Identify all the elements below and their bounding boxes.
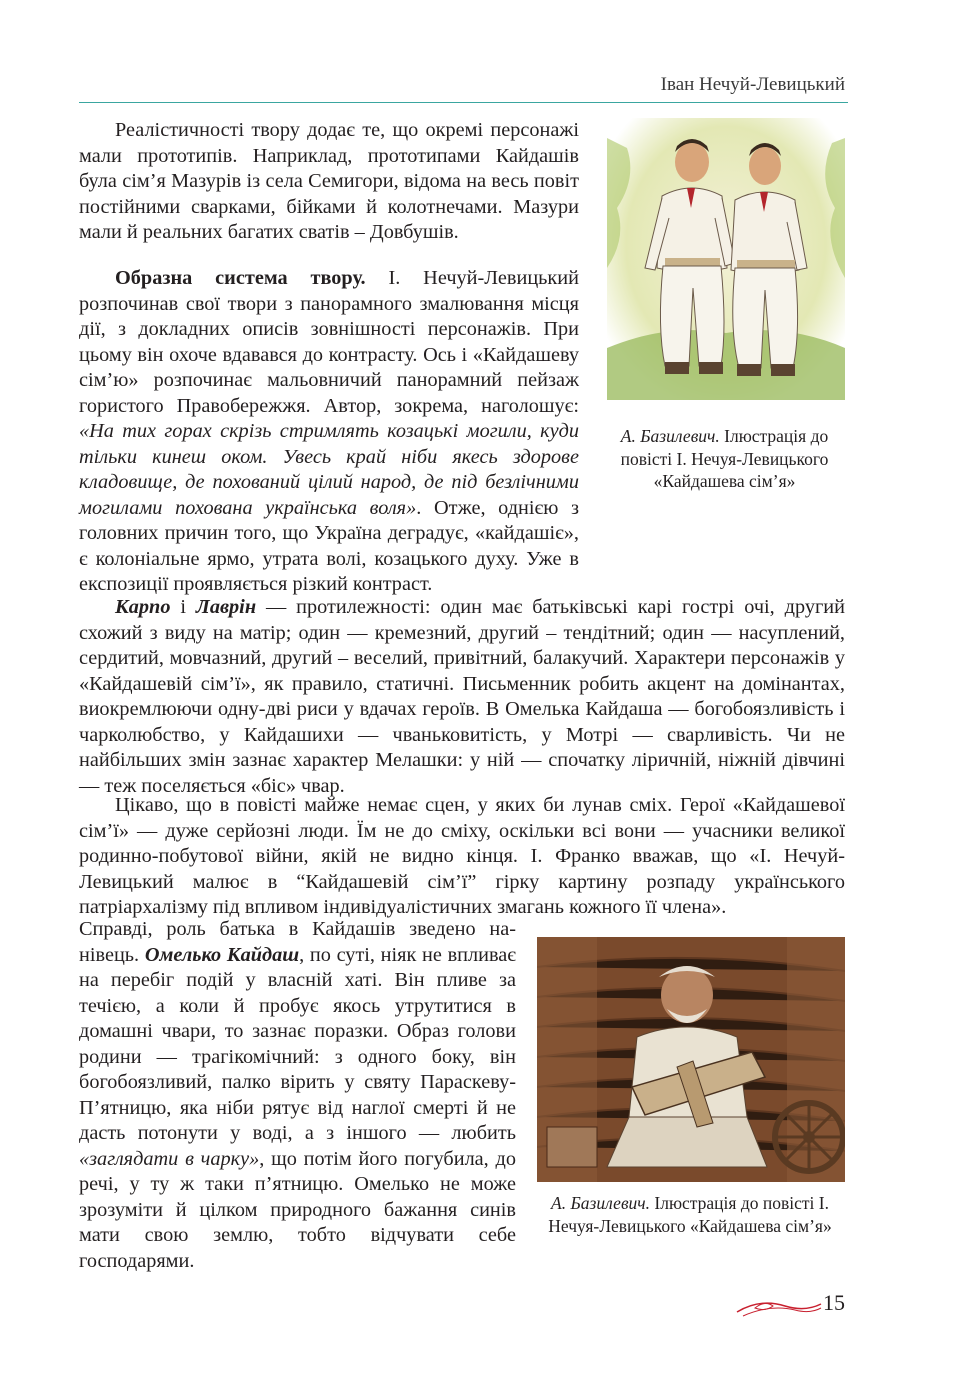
paragraph-text: і — [170, 596, 196, 618]
character-name: Лаврін — [195, 596, 257, 618]
caption-author: А. Базилевич. — [620, 426, 720, 446]
figure-caption — [530, 1192, 850, 1237]
quote: «На тих горах скрізь стримлять козацькі могили, куди тільки кинеш оком. Увесь край ніби якесь здорове кладовище, де похований цілий народ, де під безлічними могилами похована українська воля» — [79, 420, 579, 519]
paragraph-no-laughter: Цікаво, що в повісті майже немає сцен, у яких би лунав сміх. Герої «Кайдашевої сім’ї» — дуже серйозні люди. Їм не до сміху, оскільки всі вони — учасники великої родинно-побутової війни, якій не видно кінця. І. Франко вважав, що «І. Нечуй-Левицький малює в “Кайдашевій сім’ї” гірку картину розпаду українського патріархалізму під впливом індивідуалістичних змагань кожного її члена». — [79, 794, 845, 918]
page-number: 15 — [823, 1290, 845, 1315]
running-title: Іван Нечуй-Левицький — [660, 74, 845, 95]
paragraph-omelko — [79, 917, 516, 1274]
quote: «заглядати в чарку» — [79, 1147, 260, 1170]
header-divider — [79, 102, 848, 103]
caption-author: А. Базилевич. — [551, 1193, 651, 1213]
paragraph-prototypes: Реалістичності твору додає те, що окремі персонажі мали прототипів. Наприклад, прототипами Кайдашів була сім’я Мазурів із села Семигори, відома на весь повіт постійними сварками, бійками й колотнечами. Мазури мали й реальних багатих сватів – Довбушів. — [79, 119, 579, 243]
paragraph-karpo-lavrin — [79, 595, 845, 799]
paragraph-text: — протилежності: один має батьківські карі гострі очі, другий схожий з виду на матір; один — кремезний, другий – тендітний; один — насуплений, сердитий, мовчазний, другий – веселий, привітний, балакучий. Характери персонажів у «Кайдашевій сім’ї», як правило, статичні. Письменник робить акцент на домінантах, виокремлюючи одну-дві риси у вдачах героїв. В Омелька Кайдаша — богобоязливість і чарколюбство, у Кайдашихи — чваньковитість, у Мотрі — сварливість. Чи не найбільших змін зазнає характер Мелашки: у ній — спочатку ліричній, ніжній дівчині — теж поселяється «біс» чвар. — [79, 596, 845, 797]
section-heading: Образна система твору. — [115, 267, 366, 289]
illustration-brothers — [607, 118, 845, 400]
paragraph-image-system — [79, 266, 579, 598]
paragraph-text: , що потім його погубила, до речі, у ту ж таки п’ятницю. Омелько не може зрозуміти й цілком природного бажання синів мати свою землю, тобто відчувати себе господарями. — [79, 1147, 516, 1272]
paragraph-text: . Отже, однією з головних причин того, що Україна деградує, «кайдашіє», є колоніальне ярмо, утрата волі, козацького духу. Уже в експозиції проявляється різкий контраст. — [79, 496, 579, 595]
character-name: Карпо — [115, 596, 171, 618]
caption-text: Ілюстрація до повісті І. Нечуя-Левицького «Кайдашева сім’я» — [620, 426, 829, 491]
figure-caption — [597, 425, 852, 493]
paragraph-text: І. Нечуй-Левицький розпочинав свої твори з панорамного змалювання місця дії, з докладних описів зовнішності персонажів. При цьому він охоче вдавався до контрасту. Ось і «Кайдашеву сім’ю» розпочинає мальовничий панорамний пейзаж гористого Правобережжя. Автор, зокрема, наголошує: — [79, 267, 579, 417]
caption-text: Ілюстрація до повісті І. Нечуя-Левицького «Кайдашева сім’я» — [548, 1193, 832, 1236]
paragraph-text: Справді, роль батька в Кайдашів зведено нанівець. — [79, 918, 516, 966]
page-ornament-icon — [735, 1290, 825, 1324]
character-name: Омелько Кайдаш — [144, 943, 300, 966]
illustration-omelko — [537, 937, 845, 1182]
paragraph-text: , по суті, ніяк не впливає на перебіг подій у власній хаті. Він пливе за течією, а коли й пробує якось утрутитися в домашні чвари, то зазнає поразки. Образ голови родини — трагікомічний: з одного боку, він богобоязливий, палко вірить у святу Параскеву-П’ятницю, яка ніби рятує від наглої смерті й не дасть потонути у воді, а з іншого — любить — [79, 943, 516, 1144]
